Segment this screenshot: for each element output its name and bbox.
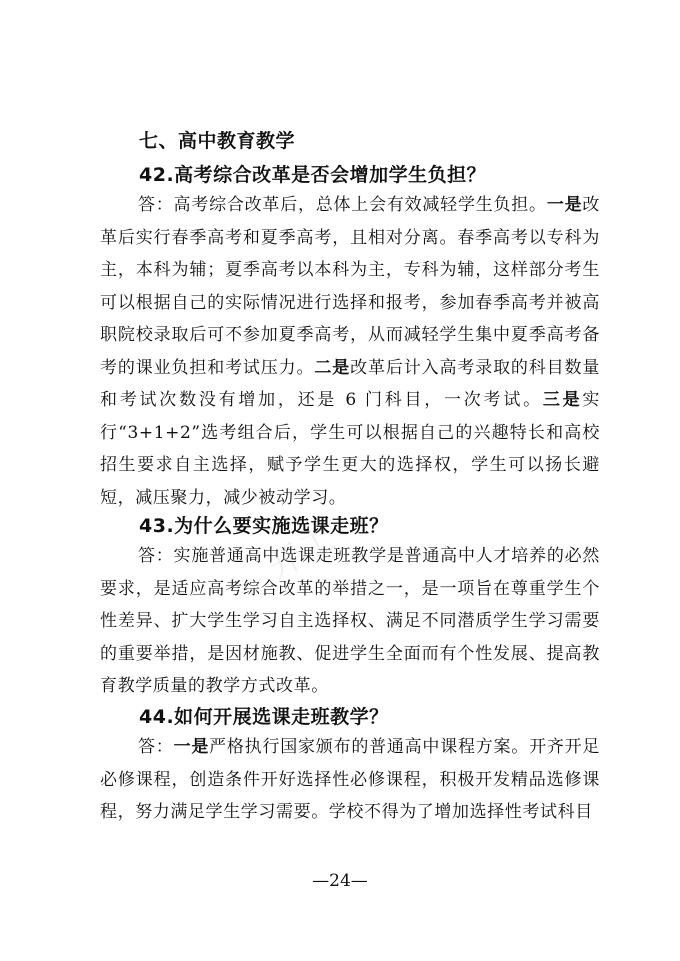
watermark: 开工 [261,518,344,588]
page-number: —24— [312,871,368,891]
answer-text: 实行“3+1+2”选考组合后，学生可以根据自己的兴趣特长和高校招生要求自主选择，赋予学生更大的选择权，学生可以扬长避短，减压聚力，减少被动学习。 [100,390,601,508]
question-44-answer [100,731,600,829]
answer-text: 严格执行国家颁布的普通高中课程方案。开齐开足必修课程，创造条件开好选择性必修课程，积极开发精品选修课程，努力满足学生学习需要。学校不得为了增加选择性考试科目 [100,737,601,822]
question-43-title: 43.为什么要实施选课走班？ [139,515,389,537]
section-heading: 七、高中教育教学 [139,130,296,152]
answer-text: 改革后实行春季高考和夏季高考，且相对分离。春季高考以专科为主，本科为辅；夏季高考以本科为主，专科为辅，这样部分考生可以根据自己的实际情况进行选择和报考，参加春季高考并被高职院校录取后可不参加夏季高考，从而减轻学生集中夏季高考备考的课业负担和考试压力。 [100,195,600,378]
emphasis-third: 三是 [542,390,583,410]
emphasis-first: 一是 [173,737,210,757]
question-44-title: 44.如何开展选课走班教学？ [139,706,389,728]
question-43-answer: 答：实施普通高中选课走班教学是普通高中人才培养的必然要求，是适应高考综合改革的举措之一，是一项旨在尊重学生个性差异、扩大学生学习自主选择权、满足不同潜质学生学习需要的重要举措，是因材施教、促进学生全面而有个性发展、提高教育教学质量的教学方式改革。 [100,546,600,696]
answer-text: 改革后计入高考录取的科目数量和考试次数没有增加，还是 6 门科目，一次考试。 [100,357,601,410]
answer-text: 答： [138,737,174,757]
question-42-answer [100,189,600,514]
answer-text: 答：高考综合改革后，总体上会有效减轻学生负担。 [138,195,547,215]
emphasis-first: 一是 [546,195,583,215]
question-42-title: 42.高考综合改革是否会增加学生负担？ [139,164,487,186]
emphasis-second: 二是 [314,357,351,378]
